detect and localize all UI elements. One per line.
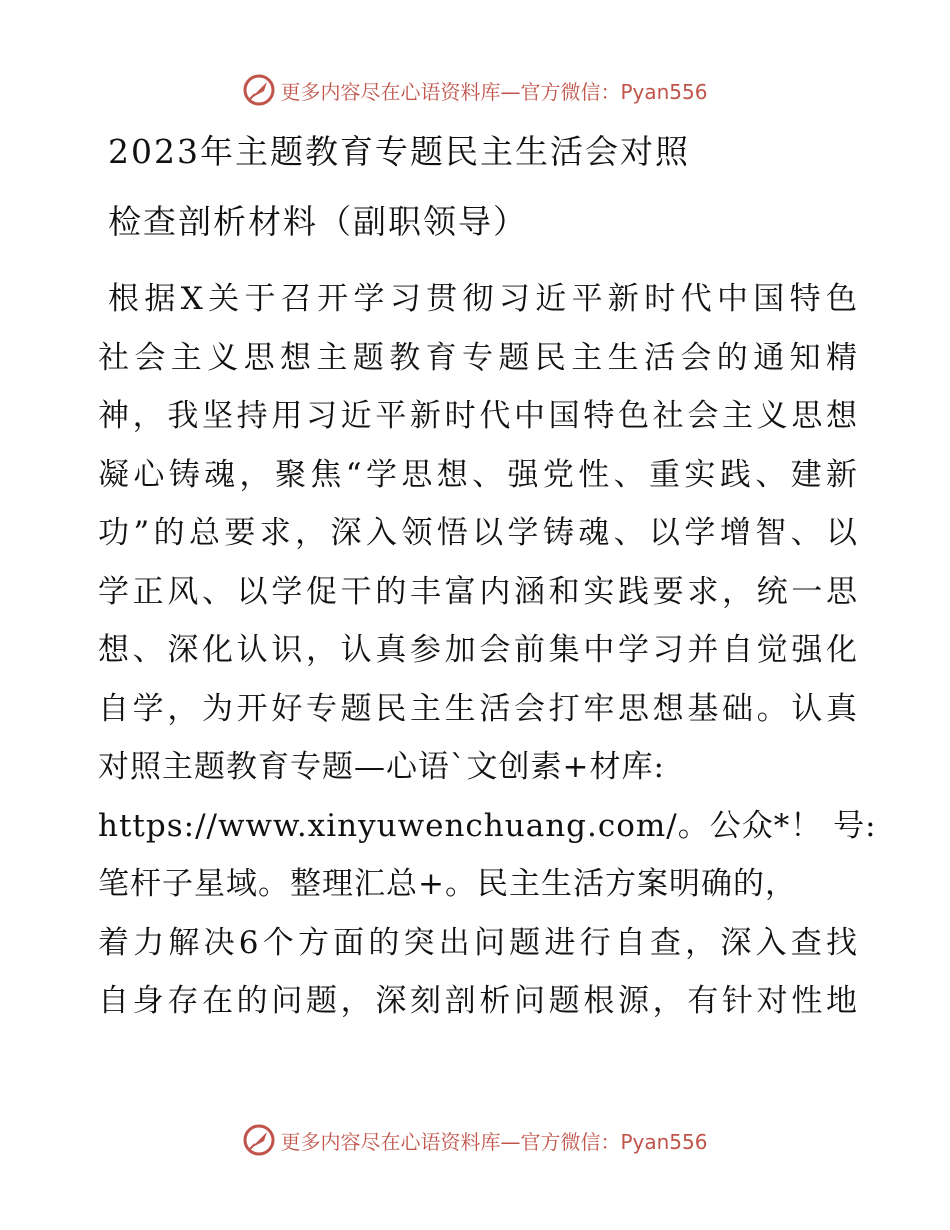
body-line: 凝心铸魂，聚焦“学思想、强党性、重实践、建新 <box>98 456 858 493</box>
body-line: 想、深化认识，认真参加会前集中学习并自觉强化 <box>98 632 858 668</box>
watermark-text: 更多内容尽在心语资料库 <box>280 1129 501 1154</box>
watermark-banner-bottom <box>0 1120 950 1160</box>
watermark-suffix: —官方微信：Pyan556 <box>500 1129 708 1154</box>
document-title-line-2: 检查剖析材料（副职领导） <box>108 202 528 241</box>
body-line: 着力解决6个方面的突出问题进行自查，深入查找 <box>98 924 858 961</box>
watermark-text: 更多内容尽在心语资料库 <box>280 79 501 104</box>
body-line: 功”的总要求，深入领悟以学铸魂、以学增智、以 <box>98 515 858 551</box>
body-line: 根据X关于召开学习贯彻习近平新时代中国特色 <box>108 281 858 317</box>
body-line: 社会主义思想主题教育专题民主生活会的通知精 <box>98 339 858 376</box>
body-line-url: https://www.xinyuwenchuang.com/。公众*！ 号: <box>98 807 877 844</box>
quill-pen-logo-icon <box>242 1123 276 1157</box>
document-body <box>98 270 877 1031</box>
document-title-line-1: 2023年主题教育专题民主生活会对照 <box>108 132 690 171</box>
body-line: 神，我坚持用习近平新时代中国特色社会主义思想 <box>98 398 858 434</box>
body-line: 自学，为开好专题民主生活会打牢思想基础。认真 <box>98 690 858 727</box>
body-line: 对照主题教育专题—心语`文创素+材库: <box>98 749 665 785</box>
body-line: 笔杆子星域。整理汇总+。民主生活方案明确的， <box>98 866 797 902</box>
watermark-banner-top <box>0 70 950 110</box>
watermark-suffix: —官方微信：Pyan556 <box>500 79 708 104</box>
body-line: 自身存在的问题，深刻剖析问题根源，有针对性地 <box>98 983 858 1019</box>
quill-pen-logo-icon <box>242 73 276 107</box>
body-line: 学正风、以学促干的丰富内涵和实践要求，统一思 <box>98 573 858 610</box>
